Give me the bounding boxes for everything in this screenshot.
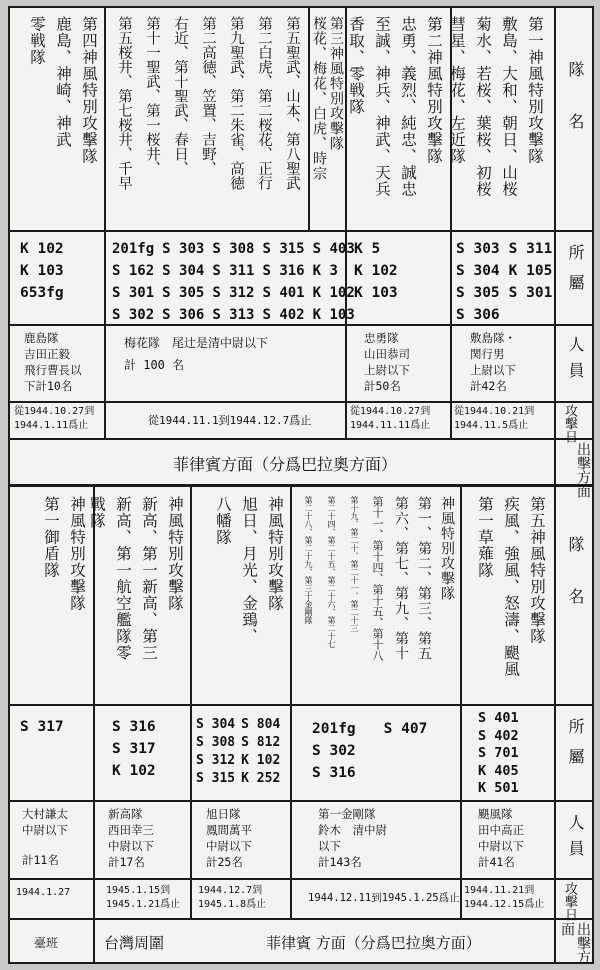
personnel-line: 計25名 [206,855,243,869]
affil-code: S 305 [162,285,205,301]
header-attack-direction: 出擊方面 [575,442,591,498]
team-line: 神風特別攻擊隊 [68,496,86,612]
bottom-affil-col3 [196,716,280,788]
affil-code: S 308 [212,241,255,257]
personnel-line: 梅花隊 尾辻是清中尉以下 [124,336,269,350]
top-date-col5: 從1944.10.27到 1944.1.11爲止 [14,406,95,431]
affil-code: K 103 [20,263,64,279]
personnel-line: 敷島隊・ [470,331,516,345]
team-line: 第六、第七、第九、第十 [393,496,409,661]
header-attack-date: 攻擊日 [562,404,577,443]
team-line: 零戦隊 [28,16,46,66]
rule-top [8,6,594,8]
affil-code: K 252 [241,771,281,786]
personnel-line: 計50名 [364,379,401,393]
affil-code: S 303 [456,241,500,257]
header-personnel: 人員 [566,336,585,388]
bottom-team-col1 [468,496,550,702]
personnel-line: 中尉以下 [478,839,524,853]
header-team-name-bottom: 隊名 [566,536,585,640]
team-line: 第一御盾隊 [42,496,60,579]
top-team-col2 [347,16,447,228]
team-line: 香取、零戦隊 [347,16,365,115]
rule-top-date [8,401,594,403]
rule-mid [8,484,594,487]
personnel-line: 中尉以下 [108,839,154,853]
affil-code: K 405 [478,762,519,779]
affil-code: 201fg [112,241,155,257]
affil-code: S 302 [112,307,155,323]
personnel-line: 上尉以下 [364,363,410,377]
top-personnel-col1 [470,330,516,394]
affil-code: K 3 [312,263,338,279]
team-line: 彗星、梅花、左近隊 [448,16,466,165]
team-line: 戰隊 [88,496,106,529]
affil-code: S 402 [262,307,305,323]
bottom-date-col4: 1945.1.15到 1945.1.21爲止 [106,885,181,910]
header-attack-date-bottom: 攻擊日 [562,882,577,921]
affil-code: K 103 [312,307,355,323]
affil-code: S 812 [241,735,281,750]
top-date-col34: 從1944.11.1到1944.12.7爲止 [148,414,312,427]
affil-code: K 102 [20,241,64,257]
bottom-affil-col1 [478,710,519,798]
bottom-direction-taiwan: 台灣周圍 [104,934,165,952]
bottom-date-col5: 1944.1.27 [16,887,71,898]
affil-code: K 5 [354,241,381,257]
personnel-line: 西田幸三 [108,823,154,837]
rule-bot-personnel [8,800,594,802]
team-line: 第五神風特別攻擊隊 [528,496,546,645]
top-affil-col2 [354,238,398,304]
header-personnel-bottom: 人員 [566,814,585,866]
team-line: 菊水、若桜、葉桜、初桜 [474,16,492,198]
kamikaze-unit-table [8,6,594,964]
affil-code: 201fg [312,721,356,737]
top-affil-col5 [20,238,64,304]
bottom-date-col3: 1944.12.7到 1945.1.8爲止 [198,885,267,910]
top-date-col2: 從1944.10.27到 1944.11.11爲止 [350,406,431,431]
rule-bottom [8,962,594,964]
team-line: 右近、第十聖武、春日、 [172,16,188,176]
bottom-affil-col4 [112,716,156,782]
team-line: 新高、第一新高、第三 [140,496,158,661]
personnel-line: 第一金剛隊 [318,807,376,821]
team-line: 第二十八、第二十九、第三十金剛隊 [304,496,313,624]
affil-code: K 103 [354,285,398,301]
rule-bot-date [8,878,594,880]
affil-code: S 311 [508,241,553,257]
personnel-line: 計41名 [478,855,515,869]
affil-code: S 313 [212,307,255,323]
affil-code: 653fg [20,285,64,301]
affil-code: S 316 [112,719,156,735]
affil-code: S 304 [162,263,205,279]
header-affiliation-bottom: 所屬 [566,718,585,778]
personnel-line: 上尉以下 [470,363,516,377]
team-line: 第十一聖武、第一桜井、 [144,16,160,176]
affil-code: S 311 [212,263,255,279]
top-personnel-col5 [24,330,82,394]
bottom-date-col1: 1944.11.21到 1944.12.15爲止 [464,885,545,910]
bottom-personnel-col1 [478,806,524,870]
affil-code: S 804 [241,717,281,732]
personnel-line: 大村謙太 [22,807,68,821]
affil-code: S 402 [478,727,519,744]
team-line: 至誠、神兵、神武、天兵 [373,16,391,198]
top-personnel-col2 [364,330,410,394]
affil-code: S 301 [112,285,155,301]
personnel-line: 鈴木 清中尉 [318,823,387,837]
team-line: 神風特別攻擊隊 [439,496,455,601]
affil-code: S 317 [20,719,64,735]
affil-code: K 501 [478,780,519,796]
personnel-line: 吉田正毅 [24,347,70,361]
affil-code: S 301 [508,285,553,301]
personnel-line: 鳳間萬平 [206,823,252,837]
personnel-line: 中尉以下 [206,839,252,853]
rule-bot-c2 [290,487,292,918]
team-line: 第二十四、第二十五、第二十六、第二十七 [327,496,336,648]
affil-code: S 317 [112,741,156,757]
personnel-line: 計17名 [108,855,145,869]
bottom-team-col5 [30,496,90,702]
affil-code: S 312 [212,285,255,301]
header-attack-direction-bottom: 出擊方面 [559,922,591,964]
rule-right [592,6,594,964]
header-team-name: 隊名 [566,61,585,165]
bottom-date-col2: 1944.12.11到1945.1.25爲止 [308,892,460,904]
affil-code: S 701 [478,745,519,761]
affil-code: S 315 [196,771,236,786]
team-line: 第一草薙隊 [476,496,494,579]
affil-code: S 308 [196,735,236,750]
team-line: 第十九、第二十、第二十一、第二十三 [350,496,359,632]
affil-code: S 162 [112,263,155,279]
affil-code: S 316 [262,263,305,279]
affil-code: S 306 [162,307,205,323]
personnel-line: 颶風隊 [478,807,513,821]
rule-bot-c3 [190,487,192,918]
affil-code: S 315 [262,241,305,257]
top-team-col1 [448,16,548,228]
bottom-personnel-col5 [22,806,68,868]
top-team-col4 [108,16,306,228]
top-personnel-col34 [124,332,268,376]
top-direction: 菲律賓方面（分爲巴拉奧方面） [173,455,398,474]
rule-bot-c1 [460,487,462,918]
team-line: 第四神風特別攻擊隊 [80,16,98,165]
bottom-team-col4 [88,496,188,702]
affil-code: S 305 [456,285,500,301]
affil-code: S 316 [312,765,356,781]
affil-code: K 102 [112,763,156,779]
bottom-direction-philippines: 菲律賓 方面（分爲巴拉奥方面） [266,934,481,952]
personnel-line: 旭日隊 [206,807,241,821]
personnel-line: 新高隊 [108,807,143,821]
top-affil-col1 [456,238,552,326]
affil-code: K 105 [508,263,553,279]
team-line: 第五聖武、山本、第八聖武 [284,16,300,190]
bottom-direction-formosa: 臺班 [34,936,59,950]
affil-code: S 401 [262,285,305,301]
team-line: 八幡隊 [214,496,232,546]
affil-code: S 401 [478,710,519,726]
affil-code: S 304 [196,717,236,732]
affil-code [384,740,428,762]
team-line: 第三神風特別攻擊隊 [328,16,344,151]
personnel-line: 計11名 [22,853,59,867]
team-line: 桜花、梅花、白虎、時宗 [311,16,327,181]
rule-top-affil [8,230,594,232]
bottom-team-col2 [296,496,458,702]
team-line: 第十一、第十四、第十五、第十八 [371,496,384,661]
affil-code: S 302 [312,743,356,759]
personnel-line: 飛行曹長以 [24,363,82,377]
team-line: 第一神風特別攻擊隊 [526,16,544,165]
personnel-line: 以下 [318,839,341,853]
bottom-team-col3 [200,496,288,702]
rule-left [8,6,10,964]
affil-code: K 102 [312,285,355,301]
affil-code: S 407 [383,721,428,737]
team-line: 第一、第二、第三、第五 [416,496,432,661]
team-line: 神風特別攻擊隊 [266,496,284,612]
team-line: 神風特別攻擊隊 [166,496,184,612]
affil-code: S 312 [196,753,236,768]
affil-code: S 403 [312,241,355,257]
team-line: 新高、第一航空艦隊零 [114,496,132,661]
personnel-line: 中尉以下 [22,823,68,837]
bottom-personnel-col4 [108,806,154,870]
rule-bot-affil [8,704,594,706]
top-date-col1: 從1944.10.21到 1944.11.5爲止 [454,406,535,431]
bottom-affil-col5 [20,716,64,738]
personnel-line: 下計10名 [24,379,73,393]
rule-bot-direction [8,918,594,920]
bottom-personnel-col2 [318,806,387,870]
personnel-line: 田中高正 [478,823,524,837]
team-line: 第二神風特別攻擊隊 [425,16,443,165]
rule-top-c4 [104,6,106,438]
personnel-line: 計42名 [470,379,507,393]
affil-code: K 102 [241,753,281,768]
team-line: 鹿島、神崎、神武 [54,16,72,148]
personnel-line: 鹿島隊 [24,331,59,345]
affil-code: S 304 [456,263,500,279]
affil-code: S 306 [456,307,500,323]
team-line: 第五桜井、第七桜井、千早 [116,16,132,190]
team-line: 疾風、強風、怒濤、颶風 [502,496,520,678]
bottom-personnel-col3 [206,806,252,870]
personnel-line: 山田恭司 [364,347,410,361]
affil-code: S 303 [162,241,205,257]
personnel-line: 計 100 名 [124,358,185,372]
team-line: 第二高徳、笠置、吉野、 [200,16,216,176]
rule-header [554,6,556,964]
team-line: 第二白虎、第二桜花、正行 [256,16,272,190]
personnel-line: 計143名 [318,855,362,869]
header-affiliation: 所屬 [566,244,585,304]
top-affil-col34 [112,238,355,326]
affil-code: K 102 [354,263,398,279]
team-line: 旭日、月光、金鵄、 [240,496,258,645]
bottom-affil-col2 [312,718,427,784]
team-line: 第九聖武、第二朱雀、高徳 [228,16,244,190]
top-team-col5 [16,16,102,228]
top-team-col3 [311,16,344,228]
personnel-line: 関行男 [470,347,505,361]
team-line: 忠勇、義烈、純忠、誠忠 [399,16,417,198]
team-line: 敷島、大和、朝日、山桜 [500,16,518,198]
personnel-line: 忠勇隊 [364,331,399,345]
rule-top-direction [8,438,594,440]
